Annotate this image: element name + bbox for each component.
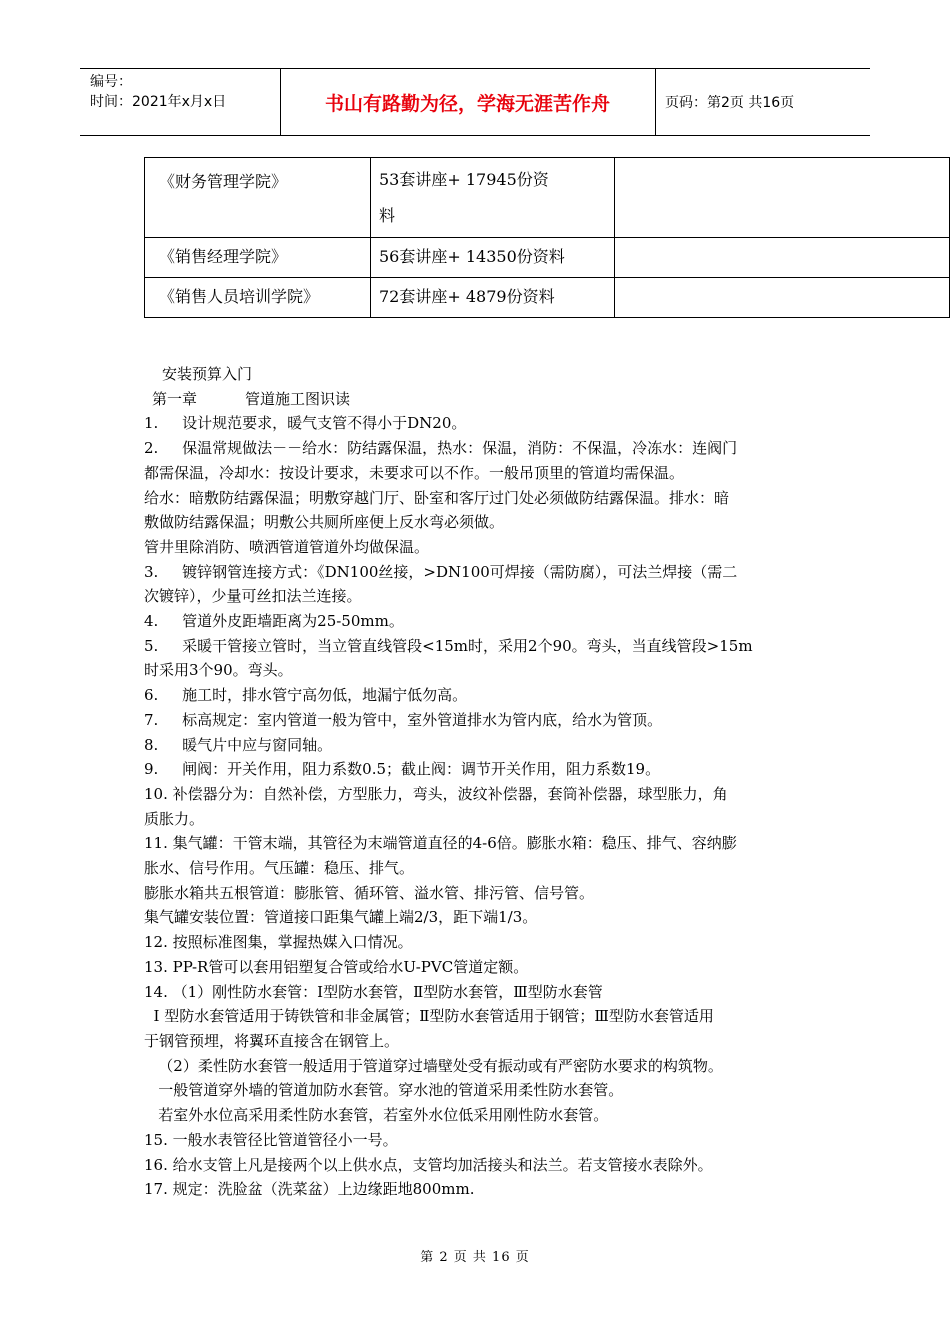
body-lines [144, 411, 809, 1202]
table-cell-desc: 72套讲座+ 4879份资料 [371, 278, 615, 318]
document-time: 时间：2021年x月x日 [90, 94, 227, 110]
table-cell-desc: 56套讲座+ 14350份资料 [371, 238, 615, 278]
table-cell-desc: 53套讲座+ 17945份资 料 [371, 158, 615, 238]
document-body [144, 362, 809, 1202]
body-line: 集气罐安装位置：管道接口距集气罐上端2/3，距下端1/3。 [144, 908, 538, 927]
body-line: 15. 一般水表管径比管道管径小一号。 [144, 1130, 398, 1149]
table-row [145, 158, 950, 238]
body-line: Ⅰ 型防水套管适用于铸铁管和非金属管；Ⅱ型防水套管适用于钢管；Ⅲ型防水套管适用 [144, 1007, 714, 1026]
body-line: 1. 设计规范要求，暖气支管不得小于DN20。 [144, 414, 467, 433]
body-line: 2. 保温常规做法－－给水：防结露保温，热水：保温，消防：不保温，冷冻水：连阀门 [144, 439, 738, 458]
body-line: 3. 镀锌钢管连接方式：《DN100丝接，>DN100可焊接（需防腐），可法兰焊接（需二 [144, 562, 738, 581]
body-line: 11. 集气罐：干管末端，其管径为末端管道直径的4-6倍。膨胀水箱：稳压、排气、容纳膨 [144, 834, 737, 853]
table-cell-name: 《财务管理学院》 [145, 158, 371, 238]
body-line: 都需保温，冷却水：按设计要求，未要求可以不作。一般吊顶里的管道均需保温。 [144, 463, 685, 482]
body-line: 4. 管道外皮距墙距离为25-50mm。 [144, 612, 404, 631]
body-line: 于钢管预埋，将翼环直接含在钢管上。 [144, 1031, 400, 1050]
chapter-number: 第一章 [152, 389, 198, 408]
body-line: 6. 施工时，排水管宁高勿低，地漏宁低勿高。 [144, 686, 468, 705]
header-motto: 书山有路勤为径，学海无涯苦作舟 [324, 92, 610, 115]
body-line: 7. 标高规定：室内管道一般为管中，室外管道排水为管内底，给水为管顶。 [144, 710, 663, 729]
course-table [144, 157, 950, 318]
document-code: 编号： [90, 74, 132, 90]
header-page-number: 页码：第2页 共16页 [665, 95, 795, 111]
table-cell-extra [615, 238, 950, 278]
section-title: 安装预算入门 [162, 365, 253, 383]
body-line: 5. 采暖干管接立管时，当立管直线管段<15m时，采用2个90。弯头，当直线管段>15m [144, 636, 753, 655]
body-line: 时采用3个90。弯头。 [144, 661, 293, 680]
body-line: 若室外水位高采用柔性防水套管，若室外水位低采用刚性防水套管。 [144, 1106, 609, 1125]
body-line: 敷做防结露保温；明敷公共厕所座便上反水弯必须做。 [144, 513, 505, 532]
footer-page-number: 第 2 页 共 16 页 [420, 1250, 530, 1265]
body-line: 给水：暗敷防结露保温；明敷穿越门厅、卧室和客厅过门处必须做防结露保温。排水：暗 [144, 488, 730, 507]
table-cell-name: 《销售人员培训学院》 [145, 278, 371, 318]
body-line: 一般管道穿外墙的管道加防水套管。穿水池的管道采用柔性防水套管。 [144, 1081, 624, 1100]
table-cell-name: 《销售经理学院》 [145, 238, 371, 278]
chapter-title: 管道施工图识读 [245, 389, 351, 408]
header-meta [90, 72, 226, 112]
table-cell-extra [615, 278, 950, 318]
body-line: 胀水、信号作用。气压罐：稳压、排气。 [144, 859, 415, 878]
body-line: 16. 给水支管上凡是接两个以上供水点，支管均加活接头和法兰。若支管接水表除外。 [144, 1155, 713, 1174]
header-divider-right [655, 68, 656, 136]
body-line: 14. （1）刚性防水套管：Ⅰ型防水套管，Ⅱ型防水套管，Ⅲ型防水套管 [144, 982, 603, 1001]
table-row [145, 238, 950, 278]
body-line: 13. PP-R管可以套用铝塑复合管或给水U-PVC管道定额。 [144, 957, 529, 976]
body-line: 10. 补偿器分为：自然补偿，方型胀力，弯头，波纹补偿器，套筒补偿器，球型胀力，角 [144, 784, 728, 803]
body-line: 质胀力。 [144, 809, 205, 828]
chapter-heading [144, 387, 809, 412]
body-line: 17. 规定：洗脸盆（洗菜盆）上边缘距地800mm. [144, 1180, 475, 1199]
body-line: 次镀锌），少量可丝扣法兰连接。 [144, 587, 362, 606]
table-cell-extra [615, 158, 950, 238]
body-line: 9. 闸阀：开关作用，阻力系数0.5；截止阀：调节开关作用，阻力系数19。 [144, 760, 661, 779]
body-line: 膨胀水箱共五根管道：膨胀管、循环管、溢水管、排污管、信号管。 [144, 883, 595, 902]
body-line: 12. 按照标准图集，掌握热媒入口情况。 [144, 933, 413, 952]
body-line: 8. 暖气片中应与窗同轴。 [144, 735, 333, 754]
body-line: 管井里除消防、喷洒管道管道外均做保温。 [144, 537, 430, 556]
body-line: （2）柔性防水套管一般适用于管道穿过墙壁处受有振动或有严密防水要求的构筑物。 [144, 1056, 723, 1075]
table-row [145, 278, 950, 318]
